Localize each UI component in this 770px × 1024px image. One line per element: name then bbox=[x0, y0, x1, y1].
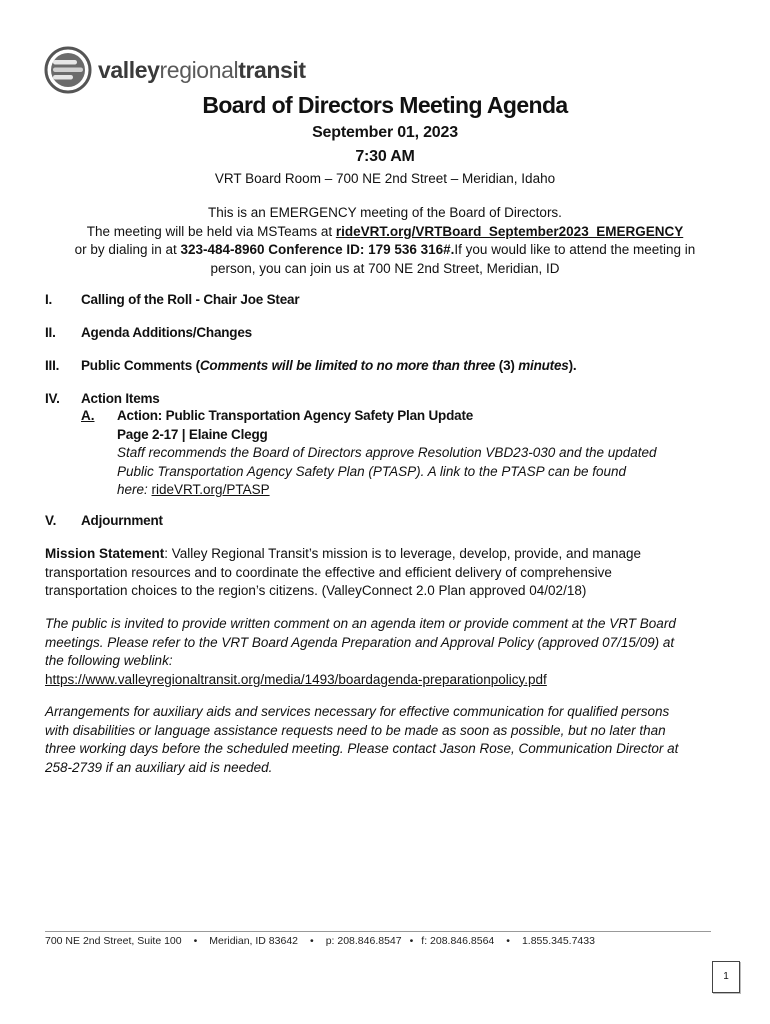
agenda-item-1 bbox=[45, 292, 299, 307]
public-comment-line-2: meetings. Please refer to the VRT Board Agenda Preparation and Approval Policy (approved 07/15/09) at bbox=[45, 634, 675, 650]
agenda-item-text: Agenda Additions/Changes bbox=[81, 325, 252, 340]
agenda-item-text-end: ). bbox=[568, 358, 577, 373]
agenda-item-text-emphasis-2: minutes bbox=[518, 358, 569, 373]
vrt-logo bbox=[44, 46, 306, 94]
agenda-item-5 bbox=[45, 513, 163, 528]
accommodations-line-1: Arrangements for auxiliary aids and services necessary for effective communication for qualified persons bbox=[45, 704, 670, 719]
agenda-item-number: III. bbox=[45, 358, 60, 373]
meeting-date: September 01, 2023 bbox=[312, 124, 458, 141]
agenda-item-2 bbox=[45, 325, 252, 340]
agenda-item-3 bbox=[45, 358, 576, 373]
agenda-item-number: IV. bbox=[45, 391, 60, 406]
mission-line-3: transportation choices to the region’s citizens. (ValleyConnect 2.0 Plan approved 04/02/18) bbox=[45, 583, 587, 598]
page-footer bbox=[45, 935, 595, 947]
intro-line-2 bbox=[40, 223, 730, 242]
mission-line-2: transportation resources and to coordinate the effective and efficient delivery of comprehensive bbox=[45, 564, 612, 580]
action-item-desc-1: Staff recommends the Board of Directors approve Resolution VBD23-030 and the updated bbox=[117, 445, 657, 460]
logo-word-valley: valley bbox=[98, 56, 160, 83]
footer-fax: f: 208.846.8564 bbox=[421, 935, 495, 947]
intro-line-3-text: or by dialing in at bbox=[74, 242, 181, 257]
public-comment-notice bbox=[45, 615, 725, 689]
accommodations-line-4: 258-2739 if an auxiliary aid is needed. bbox=[45, 759, 273, 775]
action-item-pages: Page 2-17 | Elaine Clegg bbox=[117, 426, 268, 442]
policy-link[interactable]: https://www.valleyregionaltransit.org/media/1493/boardagenda-preparationpolicy.pdf bbox=[45, 671, 547, 687]
page-number: 1 bbox=[712, 961, 740, 993]
footer-bullet: • bbox=[506, 935, 510, 947]
agenda-item-text-emphasis: Comments will be limited to no more than three bbox=[199, 358, 496, 373]
meeting-time: 7:30 AM bbox=[355, 148, 415, 165]
action-item-desc-3 bbox=[117, 481, 717, 500]
accommodations-line-3: three working days before the scheduled meeting. Please contact Jason Rose, Communication Director at bbox=[45, 741, 679, 756]
footer-bullet: • bbox=[310, 935, 314, 947]
intro-line-2-text: The meeting will be held via MSTeams at bbox=[86, 223, 336, 239]
logo-word-regional: regional bbox=[159, 56, 239, 83]
agenda-item-number: I. bbox=[45, 292, 53, 307]
intro-line-3-suffix: If you would like to attend the meeting in bbox=[454, 242, 696, 257]
action-item-letter: A. bbox=[81, 408, 95, 423]
action-item-body bbox=[117, 407, 717, 500]
logo-word-transit: transit bbox=[238, 56, 306, 83]
vrt-logo-icon bbox=[44, 46, 92, 94]
agenda-item-text: Calling of the Roll - Chair Joe Stear bbox=[81, 292, 300, 307]
agenda-item-text: Adjournment bbox=[81, 513, 163, 528]
meeting-location: VRT Board Room – 700 NE 2nd Street – Meridian, Idaho bbox=[214, 171, 556, 186]
footer-city: Meridian, ID 83642 bbox=[209, 935, 298, 947]
accommodations-notice bbox=[45, 703, 725, 777]
action-item-desc-3-text: here: bbox=[117, 482, 152, 497]
mission-line-1 bbox=[45, 545, 725, 564]
vrt-logo-wordmark bbox=[98, 56, 306, 83]
mission-label: Mission Statement bbox=[45, 546, 165, 561]
msteams-link[interactable]: rideVRT.org/VRTBoard_September2023_EMERGENCY bbox=[335, 223, 684, 239]
meeting-intro bbox=[40, 204, 730, 278]
mission-statement bbox=[45, 545, 725, 601]
intro-line-3 bbox=[40, 241, 730, 260]
agenda-item-number: V. bbox=[45, 513, 57, 528]
footer-toll-free: 1.855.345.7433 bbox=[521, 935, 595, 947]
agenda-item-number: II. bbox=[45, 325, 56, 340]
footer-bullet: • bbox=[193, 935, 198, 947]
accommodations-line-2: with disabilities or language assistance requests need to be made as soon as possible, but no later than bbox=[45, 722, 666, 738]
intro-line-4: person, you can join us at 700 NE 2nd Street, Meridian, ID bbox=[210, 260, 560, 276]
action-item-title: Action: Public Transportation Agency Safety Plan Update bbox=[117, 408, 474, 423]
intro-line-1: This is an EMERGENCY meeting of the Board of Directors. bbox=[208, 205, 562, 220]
footer-phone: p: 208.846.8547 bbox=[325, 935, 402, 947]
public-comment-line-1: The public is invited to provide written comment on an agenda item or provide comment at the VRT Board bbox=[45, 616, 676, 631]
ptasp-link[interactable]: rideVRT.org/PTASP bbox=[151, 482, 270, 497]
page-title: Board of Directors Meeting Agenda bbox=[202, 92, 568, 118]
mission-line-1-text: : Valley Regional Transit’s mission is to leverage, develop, provide, and manage bbox=[164, 546, 642, 561]
action-item-desc-2: Public Transportation Agency Safety Plan (PTASP). A link to the PTASP can be found bbox=[117, 463, 627, 479]
agenda-item-text: Action Items bbox=[81, 391, 160, 406]
footer-address: 700 NE 2nd Street, Suite 100 bbox=[45, 935, 182, 947]
agenda-item-4 bbox=[45, 391, 160, 406]
public-comment-line-3: the following weblink: bbox=[45, 653, 173, 668]
footer-divider bbox=[45, 931, 711, 932]
footer-bullet: • bbox=[409, 935, 414, 947]
dial-in-number: 323-484-8960 Conference ID: 179 536 316#. bbox=[180, 242, 455, 257]
agenda-item-text-mid: (3) bbox=[495, 358, 519, 373]
agenda-item-text: Public Comments ( bbox=[81, 358, 200, 373]
